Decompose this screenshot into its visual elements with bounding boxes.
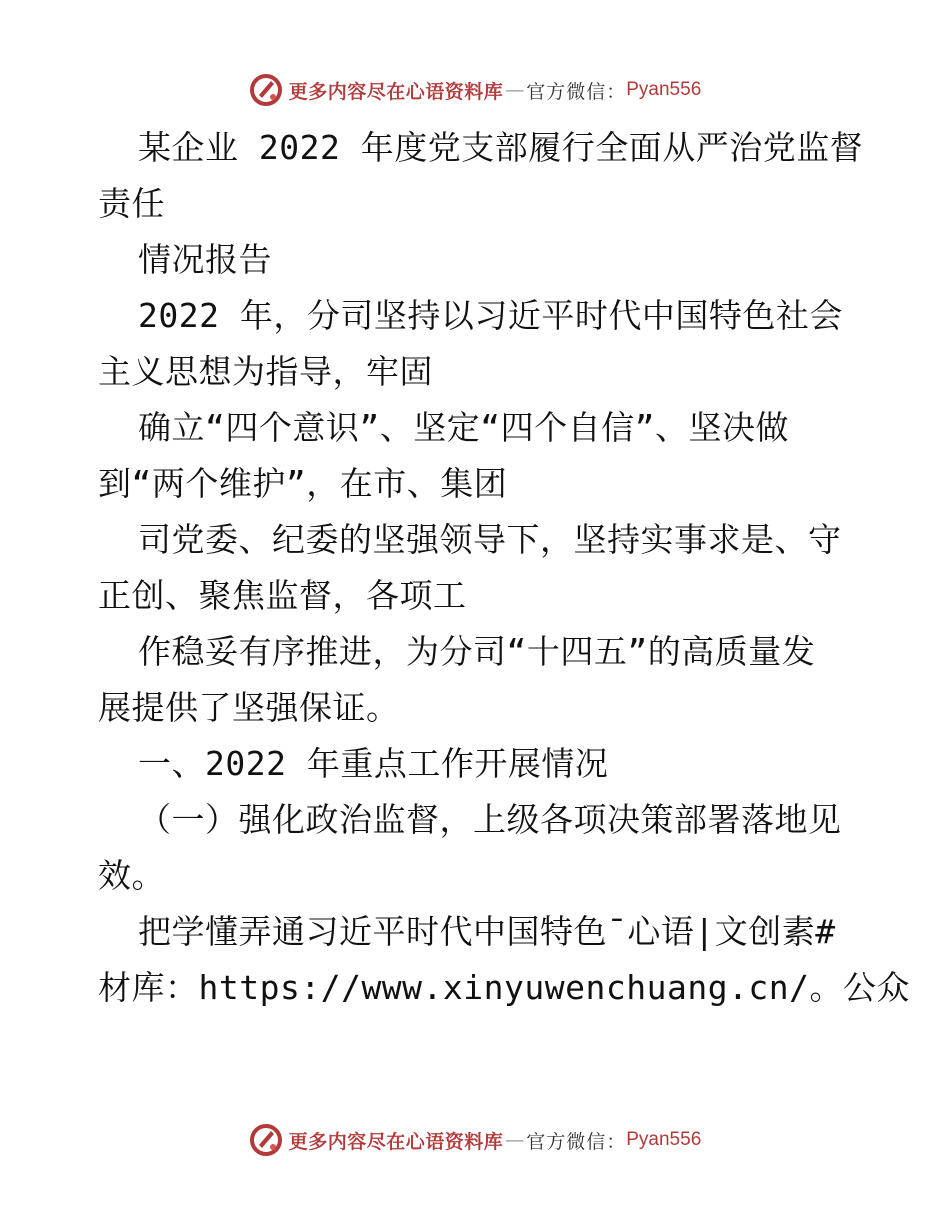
banner-wechat-id: Pyan556 bbox=[626, 1129, 702, 1150]
banner-wechat-label: 官方微信： bbox=[526, 80, 627, 103]
paragraph-line: 正创、聚焦监督，各项工 bbox=[98, 576, 467, 615]
banner-text: 更多内容尽在心语资料库 bbox=[288, 1130, 504, 1153]
banner-separator: — bbox=[505, 1129, 525, 1151]
banner-wechat-label: 官方微信： bbox=[526, 1130, 627, 1153]
document-body bbox=[98, 120, 911, 1016]
paragraph-line: 主义思想为指导，牢固 bbox=[98, 352, 433, 391]
paragraph-line: 到“两个维护”，在市、集团 bbox=[98, 464, 508, 503]
paragraph-line: 作稳妥有序推进，为分司“十四五”的高质量发 bbox=[138, 632, 816, 671]
subtitle-line: 情况报告 bbox=[138, 240, 272, 279]
banner-text: 更多内容尽在心语资料库 bbox=[288, 80, 504, 103]
paragraph-line: 把学懂弄通习近平时代中国特色¯心语|文创素# bbox=[138, 912, 836, 951]
logo-icon bbox=[249, 73, 283, 107]
logo-icon bbox=[249, 1123, 283, 1157]
title-line-1: 某企业 2022 年度党支部履行全面从严治党监督 bbox=[138, 128, 864, 167]
subsection-heading: （一）强化政治监督，上级各项决策部署落地见 bbox=[138, 800, 842, 839]
title-line-2: 责任 bbox=[98, 184, 165, 223]
header-banner bbox=[0, 70, 950, 110]
section-heading: 一、2022 年重点工作开展情况 bbox=[138, 744, 609, 783]
subsection-heading-cont: 效。 bbox=[98, 856, 165, 895]
paragraph-line: 展提供了坚强保证。 bbox=[98, 688, 400, 727]
footer-banner bbox=[0, 1120, 950, 1160]
banner-wechat-id: Pyan556 bbox=[626, 79, 702, 100]
paragraph-line: 材库：https://www.xinyuwenchuang.cn/。公众 bbox=[98, 968, 911, 1007]
paragraph-line: 司党委、纪委的坚强领导下，坚持实事求是、守 bbox=[138, 520, 842, 559]
banner-separator: — bbox=[505, 79, 525, 101]
paragraph-line: 2022 年，分司坚持以习近平时代中国特色社会 bbox=[138, 296, 843, 335]
paragraph-line: 确立“四个意识”、坚定“四个自信”、坚决做 bbox=[138, 408, 789, 447]
